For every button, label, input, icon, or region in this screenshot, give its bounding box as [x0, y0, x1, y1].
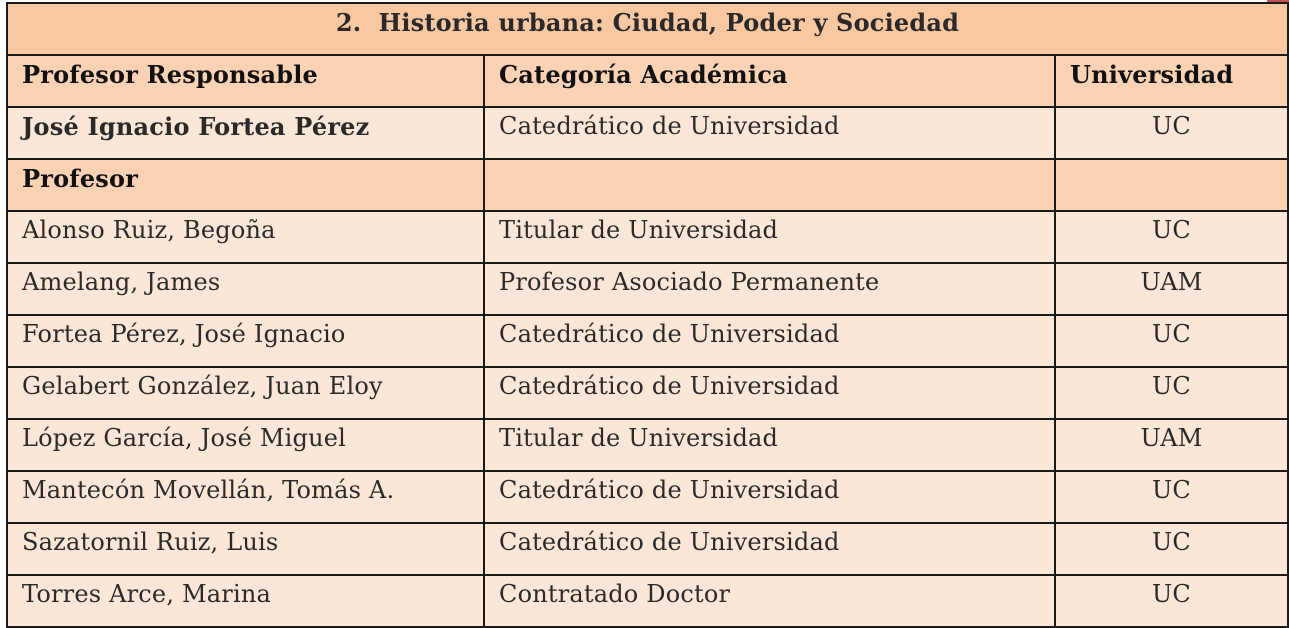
professor-university: UC: [1055, 315, 1288, 367]
table-row: [7, 471, 1288, 523]
professor-university: UAM: [1055, 419, 1288, 471]
professor-university: UAM: [1055, 263, 1288, 315]
professor-name: Alonso Ruiz, Begoña: [7, 211, 484, 263]
professor-name: Gelabert González, Juan Eloy: [7, 367, 484, 419]
responsible-category: Catedrático de Universidad: [484, 107, 1055, 159]
faculty-table-body: [7, 3, 1288, 627]
professor-name: Torres Arce, Marina: [7, 575, 484, 627]
table-row: [7, 315, 1288, 367]
header-categoria-academica: Categoría Académica: [484, 55, 1055, 107]
professor-category: Catedrático de Universidad: [484, 367, 1055, 419]
professor-university: UC: [1055, 367, 1288, 419]
header-empty-university: [1055, 159, 1288, 211]
professor-name: Amelang, James: [7, 263, 484, 315]
professor-name: Sazatornil Ruiz, Luis: [7, 523, 484, 575]
responsible-university: UC: [1055, 107, 1288, 159]
table-row: [7, 575, 1288, 627]
professor-category: Catedrático de Universidad: [484, 523, 1055, 575]
professor-university: UC: [1055, 211, 1288, 263]
professor-category: Profesor Asociado Permanente: [484, 263, 1055, 315]
professor-name: Mantecón Movellán, Tomás A.: [7, 471, 484, 523]
header-universidad: Universidad: [1055, 55, 1288, 107]
professor-university: UC: [1055, 471, 1288, 523]
responsible-header-row: [7, 55, 1288, 107]
table-row: [7, 263, 1288, 315]
professor-name: López García, José Miguel: [7, 419, 484, 471]
professor-category: Contratado Doctor: [484, 575, 1055, 627]
professor-name: Fortea Pérez, José Ignacio: [7, 315, 484, 367]
title-row: [7, 3, 1288, 55]
professor-category: Titular de Universidad: [484, 211, 1055, 263]
header-profesor-responsable: Profesor Responsable: [7, 55, 484, 107]
header-profesor: Profesor: [7, 159, 484, 211]
table-title: [7, 3, 1288, 55]
professor-category: Titular de Universidad: [484, 419, 1055, 471]
title-number: 2.: [335, 8, 362, 37]
professor-university: UC: [1055, 575, 1288, 627]
responsible-name: José Ignacio Fortea Pérez: [7, 107, 484, 159]
responsible-row: [7, 107, 1288, 159]
table-row: [7, 211, 1288, 263]
header-empty-category: [484, 159, 1055, 211]
professor-category: Catedrático de Universidad: [484, 471, 1055, 523]
title-text: Historia urbana: Ciudad, Poder y Sociedad: [378, 8, 960, 37]
table-row: [7, 523, 1288, 575]
professor-category: Catedrático de Universidad: [484, 315, 1055, 367]
table-row: [7, 419, 1288, 471]
professors-header-row: [7, 159, 1288, 211]
table-row: [7, 367, 1288, 419]
professor-university: UC: [1055, 523, 1288, 575]
faculty-table: [6, 2, 1289, 628]
